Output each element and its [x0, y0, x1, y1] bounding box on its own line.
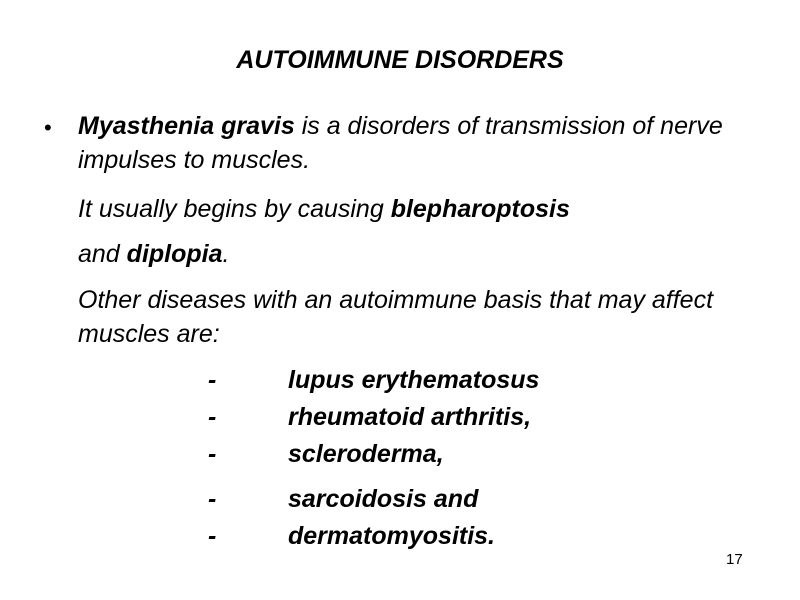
bullet-marker: •: [44, 115, 52, 140]
list-dash: -: [208, 366, 217, 394]
list-dash: -: [208, 522, 217, 550]
paragraph-begins-text: It usually begins by causing: [78, 195, 391, 223]
list-item-scleroderma: scleroderma,: [288, 440, 444, 468]
paragraph-myasthenia: [78, 109, 758, 177]
paragraph-myasthenia-rest: is a disorders of transmission of nerve impulses to muscles.: [78, 112, 723, 174]
paragraph-other-diseases: Other diseases with an autoimmune basis that may affect muscles are:: [78, 286, 714, 348]
list-item-dermatomyositis: dermatomyositis.: [288, 522, 496, 550]
term-diplopia: diplopia: [126, 240, 223, 268]
paragraph-diplopia-pre: and: [78, 240, 127, 268]
slide-title: AUTOIMMUNE DISORDERS: [236, 46, 564, 74]
list-dash: -: [208, 485, 217, 513]
term-myasthenia-gravis: Myasthenia gravis: [78, 112, 295, 140]
paragraph-diplopia: [78, 237, 758, 271]
list-item-sarcoidosis: sarcoidosis and: [288, 485, 479, 513]
list-dash: -: [208, 403, 217, 431]
page-number: 17: [726, 551, 743, 568]
list-item-lupus: lupus erythematosus: [288, 366, 540, 394]
paragraph-begins: [78, 192, 758, 226]
list-dash: -: [208, 440, 217, 468]
term-blepharoptosis: blepharoptosis: [390, 195, 570, 223]
paragraph-diplopia-post: .: [222, 240, 230, 268]
list-item-rheumatoid: rheumatoid arthritis,: [288, 403, 532, 431]
